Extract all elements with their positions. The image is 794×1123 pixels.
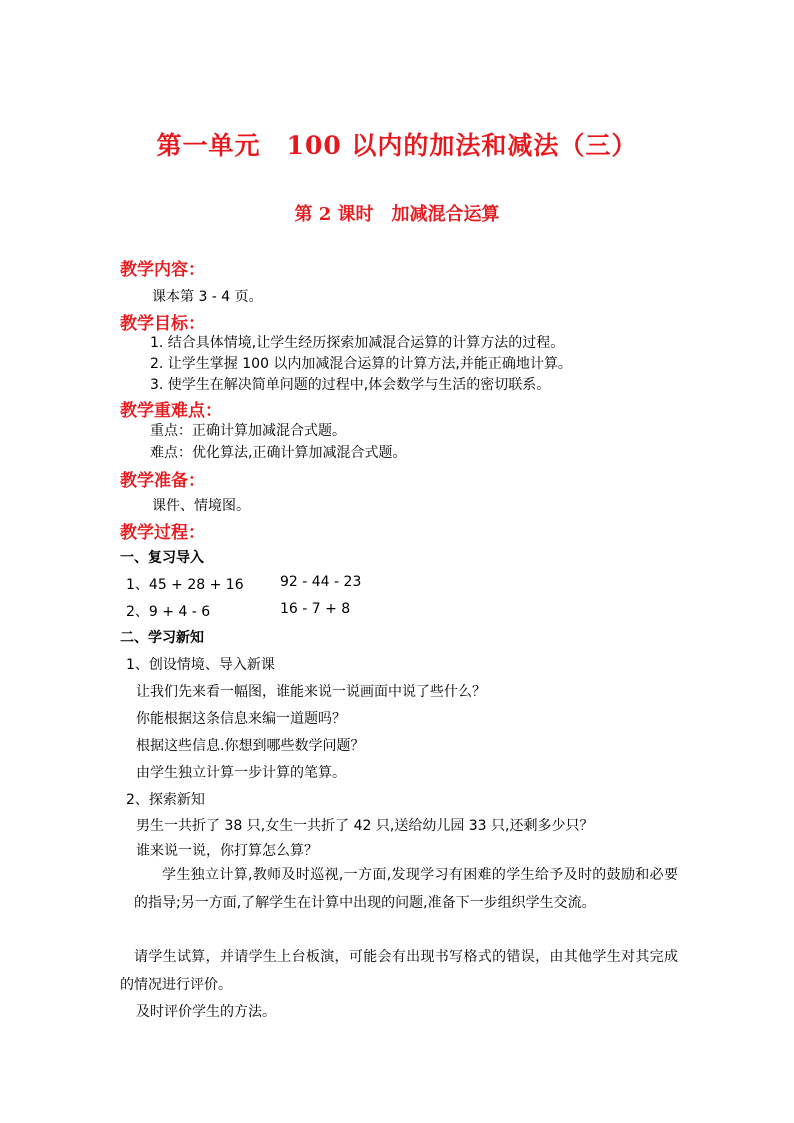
- part2-title: 二、学习新知: [120, 630, 204, 646]
- goal-item: 3. 使学生在解决简单问题的过程中,体会数学与生活的密切联系。: [150, 377, 551, 393]
- difficult-point: 难点：优化算法,正确计算加减混合式题。: [150, 445, 407, 461]
- step2-last-line: 及时评价学生的方法。: [136, 1004, 276, 1020]
- step1-title: 1、创设情境、导入新课: [126, 657, 275, 673]
- goal-item: 2. 让学生掌握 100 以内加减混合运算的计算方法,并能正确地计算。: [150, 356, 572, 372]
- content-line: 课本第 3 - 4 页。: [152, 289, 263, 305]
- step2-paragraph: 学生独立计算,教师及时巡视,一方面,发现学习有困难的学生给予及时的鼓励和必要的指导;另一方面,了解学生在计算中出现的问题,准备下一步组织学生交流。: [134, 867, 678, 911]
- review-expr-2b: 16 - 7 + 8: [280, 601, 351, 617]
- section-heading-goals-visible: 教学目标：: [120, 314, 205, 334]
- step2-line: 谁来说一说，你打算怎么算？: [136, 843, 318, 859]
- step2-title: 2、探索新知: [126, 792, 205, 808]
- goal-item: 1. 结合具体情境,让学生经历探索加减混合运算的计算方法的过程。: [150, 335, 565, 351]
- section-heading-prep: 教学准备：: [120, 471, 205, 491]
- step2-line: 男生一共折了 38 只,女生一共折了 42 只,送给幼儿园 33 只,还剩多少只？: [136, 818, 594, 834]
- section-heading-keypoints: 教学重难点：: [120, 401, 222, 421]
- step1-line: 根据这些信息.你想到哪些数学问题？: [136, 738, 365, 754]
- step1-line: 由学生独立计算一步计算的笔算。: [136, 765, 346, 781]
- step1-line: 让我们先来看一幅图，谁能来说一说画面中说了些什么？: [136, 684, 486, 700]
- step2-paragraph: 请学生试算，并请学生上台板演，可能会有出现书写格式的错误，由其他学生对其完成的情况进行评价。: [120, 949, 678, 993]
- step1-line: 你能根据这条信息来编一道题吗？: [136, 711, 346, 727]
- prep-line: 课件、情境图。: [152, 498, 250, 514]
- part1-title: 一、复习导入: [120, 550, 204, 566]
- section-heading-process: 教学过程：: [120, 523, 205, 543]
- review-expr-1a: 1、45 + 28 + 16: [126, 577, 244, 593]
- review-expr-2a: 2、9 + 4 - 6: [126, 604, 211, 620]
- document-title: 第一单元 100 以内的加法和减法（三）: [156, 131, 638, 160]
- key-point: 重点：正确计算加减混合式题。: [150, 423, 346, 439]
- lesson-subtitle: 第 2 课时 加减混合运算: [294, 204, 500, 225]
- review-expr-1b: 92 - 44 - 23: [280, 574, 362, 590]
- section-heading-content: 教学内容：: [120, 260, 205, 280]
